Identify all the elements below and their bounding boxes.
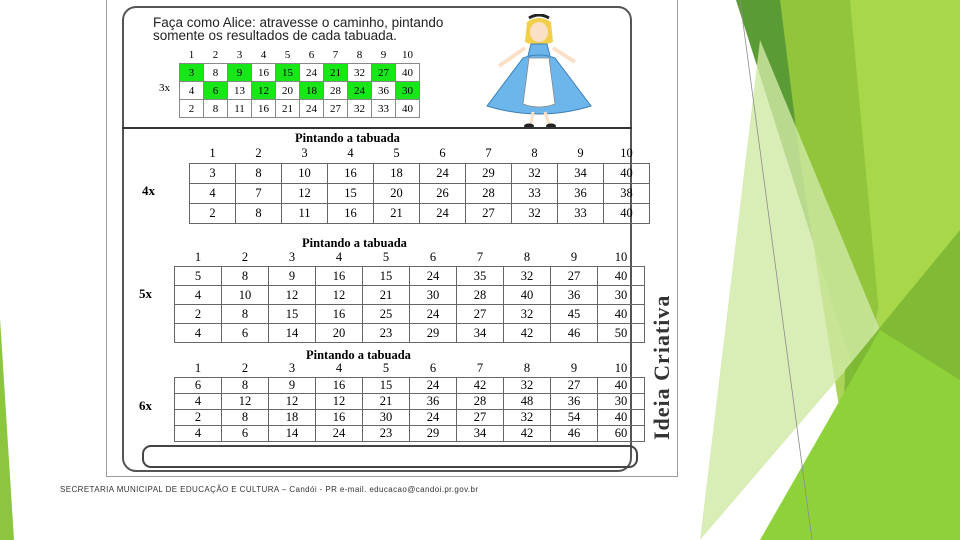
instructions (153, 16, 443, 42)
table-header-row (180, 46, 420, 64)
header-cell: 7 (476, 250, 484, 264)
table-cell: 15 (269, 305, 316, 324)
table-cell: 3 (180, 64, 204, 82)
table-cell: 28 (466, 184, 512, 204)
header-cell: 8 (523, 361, 531, 375)
table-cell: 4 (190, 184, 236, 204)
table-cell: 8 (222, 267, 269, 286)
multiplication-table-5x (174, 249, 645, 343)
table-cell: 36 (551, 394, 598, 410)
table-cell: 16 (252, 100, 276, 118)
table-cell: 29 (466, 164, 512, 184)
header-cell: 2 (241, 250, 249, 264)
multiplication-table-6x (174, 360, 645, 442)
table-cell: 30 (598, 394, 645, 410)
table-cell: 14 (269, 324, 316, 343)
section-title-4x: Pintando a tabuada (295, 131, 400, 145)
table-cell: 21 (374, 204, 420, 224)
table-cell: 12 (269, 286, 316, 305)
header-cell: 7 (476, 361, 484, 375)
table-cell: 34 (457, 324, 504, 343)
table-cell: 30 (410, 286, 457, 305)
table-cell: 33 (372, 100, 396, 118)
table-cell: 10 (222, 286, 269, 305)
table-cell: 2 (190, 204, 236, 224)
header-cell: 6 (439, 146, 446, 160)
table-cell: 24 (410, 410, 457, 426)
table-cell: 32 (512, 164, 558, 184)
header-cell: 4 (260, 48, 267, 61)
table-cell: 14 (269, 426, 316, 442)
table-cell: 33 (512, 184, 558, 204)
header-cell: 9 (570, 361, 578, 375)
table-cell: 32 (512, 204, 558, 224)
table-cell: 21 (363, 394, 410, 410)
section-title-5x: Pintando a tabuada (302, 236, 407, 250)
table-cell: 40 (598, 410, 645, 426)
header-cell: 8 (523, 250, 531, 264)
table-cell: 34 (558, 164, 604, 184)
table-cell: 7 (236, 184, 282, 204)
table-header-row (175, 249, 645, 267)
table-cell: 16 (328, 204, 374, 224)
table-cell: 18 (374, 164, 420, 184)
table-cell: 16 (316, 267, 363, 286)
table-cell: 9 (269, 378, 316, 394)
table-row (175, 267, 645, 286)
header-cell: 10 (402, 48, 413, 61)
table-cell: 36 (372, 82, 396, 100)
table-cell: 12 (316, 286, 363, 305)
instruction-line-1: Faça como Alice: atravesse o caminho, pintando (153, 15, 444, 30)
header-cell: 9 (380, 48, 387, 61)
table-cell: 30 (396, 82, 420, 100)
header-cell: 6 (308, 48, 315, 61)
table-cell: 11 (282, 204, 328, 224)
table-cell: 10 (282, 164, 328, 184)
header-cell: 1 (188, 48, 195, 61)
table-cell: 54 (551, 410, 598, 426)
table-cell: 6 (175, 378, 222, 394)
header-cell: 6 (429, 250, 437, 264)
header-cell: 5 (382, 250, 390, 264)
table-row (175, 426, 645, 442)
table-cell: 50 (598, 324, 645, 343)
table-cell: 42 (504, 426, 551, 442)
table-cell: 32 (504, 410, 551, 426)
table-cell: 40 (504, 286, 551, 305)
table-cell: 8 (222, 305, 269, 324)
table-cell: 26 (420, 184, 466, 204)
table-cell: 25 (363, 305, 410, 324)
table-cell: 16 (316, 305, 363, 324)
table-cell: 32 (504, 267, 551, 286)
table-cell: 12 (222, 394, 269, 410)
brand-watermark: Ideia Criativa (649, 294, 674, 440)
table-cell: 35 (457, 267, 504, 286)
example-table-label: 3x (159, 82, 170, 94)
table-cell: 28 (457, 394, 504, 410)
table-cell: 6 (222, 426, 269, 442)
table-cell: 46 (551, 324, 598, 343)
table-cell: 24 (420, 204, 466, 224)
header-cell: 2 (255, 146, 262, 160)
table-cell: 24 (420, 164, 466, 184)
table-cell: 36 (558, 184, 604, 204)
table-cell: 24 (300, 64, 324, 82)
table-cell: 36 (551, 286, 598, 305)
table-cell: 20 (316, 324, 363, 343)
table-cell: 16 (316, 410, 363, 426)
table-cell: 32 (348, 100, 372, 118)
table-row (190, 164, 650, 184)
alice-illustration (479, 14, 599, 130)
table-cell: 42 (504, 324, 551, 343)
table-row (180, 82, 420, 100)
table-cell: 8 (204, 64, 228, 82)
table-cell: 40 (604, 204, 650, 224)
table-cell: 16 (316, 378, 363, 394)
table-cell: 2 (180, 100, 204, 118)
table-cell: 45 (551, 305, 598, 324)
table-cell: 12 (252, 82, 276, 100)
table-label-5x: 5x (139, 286, 152, 301)
table-row (175, 305, 645, 324)
table-cell: 8 (236, 204, 282, 224)
table-cell: 4 (180, 82, 204, 100)
table-cell: 24 (410, 267, 457, 286)
header-cell: 8 (531, 146, 538, 160)
header-cell: 5 (382, 361, 390, 375)
table-row (175, 410, 645, 426)
table-cell: 42 (457, 378, 504, 394)
table-cell: 27 (551, 267, 598, 286)
table-cell: 40 (598, 305, 645, 324)
table-row (190, 204, 650, 224)
table-cell: 29 (410, 324, 457, 343)
table-cell: 27 (324, 100, 348, 118)
worksheet-page (106, 0, 678, 477)
table-cell: 2 (175, 410, 222, 426)
table-row (175, 324, 645, 343)
table-label-4x: 4x (142, 183, 155, 198)
header-cell: 1 (209, 146, 216, 160)
table-cell: 21 (276, 100, 300, 118)
table-cell: 32 (348, 64, 372, 82)
table-cell: 6 (204, 82, 228, 100)
table-cell: 30 (598, 286, 645, 305)
header-cell: 3 (288, 250, 296, 264)
table-cell: 20 (374, 184, 420, 204)
table-cell: 18 (269, 410, 316, 426)
table-cell: 40 (604, 164, 650, 184)
table-cell: 27 (372, 64, 396, 82)
table-cell: 18 (300, 82, 324, 100)
table-cell: 24 (410, 305, 457, 324)
table-cell: 11 (228, 100, 252, 118)
table-cell: 24 (316, 426, 363, 442)
example-table (179, 46, 420, 118)
header-cell: 3 (288, 361, 296, 375)
header-cell: 1 (194, 361, 202, 375)
table-cell: 4 (175, 286, 222, 305)
table-cell: 8 (222, 378, 269, 394)
table-cell: 8 (236, 164, 282, 184)
table-header-row (175, 360, 645, 378)
table-cell: 8 (204, 100, 228, 118)
table-cell: 48 (504, 394, 551, 410)
header-cell: 2 (212, 48, 219, 61)
header-cell: 4 (347, 146, 354, 160)
section-title-6x: Pintando a tabuada (306, 348, 411, 362)
footer-caption: SECRETARIA MUNICIPAL DE EDUCAÇÃO E CULTURA – Candói - PR e-mail. educacao@candoi.pr.gov.br (60, 485, 479, 494)
table-cell: 32 (504, 305, 551, 324)
table-cell: 40 (598, 267, 645, 286)
table-row (175, 394, 645, 410)
table-cell: 27 (457, 305, 504, 324)
table-cell: 4 (175, 324, 222, 343)
table-cell: 27 (457, 410, 504, 426)
table-cell: 29 (410, 426, 457, 442)
header-cell: 10 (614, 250, 628, 264)
table-row (180, 64, 420, 82)
table-cell: 4 (175, 426, 222, 442)
table-cell: 36 (410, 394, 457, 410)
table-cell: 38 (604, 184, 650, 204)
table-cell: 3 (190, 164, 236, 184)
table-cell: 20 (276, 82, 300, 100)
table-row (175, 286, 645, 305)
table-cell: 30 (363, 410, 410, 426)
table-cell: 24 (300, 100, 324, 118)
header-cell: 10 (620, 146, 633, 160)
table-header-row (190, 144, 650, 164)
table-cell: 21 (363, 286, 410, 305)
header-cell: 5 (284, 48, 291, 61)
table-cell: 46 (551, 426, 598, 442)
table-cell: 8 (222, 410, 269, 426)
table-label-6x: 6x (139, 398, 152, 413)
table-cell: 21 (324, 64, 348, 82)
left-green-strip (0, 318, 14, 540)
table-cell: 40 (396, 64, 420, 82)
table-cell: 16 (328, 164, 374, 184)
table-cell: 5 (175, 267, 222, 286)
header-cell: 7 (485, 146, 492, 160)
table-cell: 12 (316, 394, 363, 410)
header-cell: 7 (332, 48, 339, 61)
header-cell: 3 (301, 146, 308, 160)
table-cell: 27 (466, 204, 512, 224)
table-cell: 60 (598, 426, 645, 442)
header-cell: 4 (335, 361, 343, 375)
table-cell: 13 (228, 82, 252, 100)
table-cell: 32 (504, 378, 551, 394)
table-cell: 4 (175, 394, 222, 410)
table-cell: 9 (228, 64, 252, 82)
table-cell: 40 (396, 100, 420, 118)
table-cell: 12 (282, 184, 328, 204)
table-cell: 33 (558, 204, 604, 224)
table-cell: 16 (252, 64, 276, 82)
answer-box (142, 445, 638, 468)
table-cell: 9 (269, 267, 316, 286)
table-cell: 40 (598, 378, 645, 394)
table-cell: 23 (363, 324, 410, 343)
table-cell: 15 (363, 378, 410, 394)
table-cell: 15 (328, 184, 374, 204)
table-cell: 24 (348, 82, 372, 100)
table-cell: 6 (222, 324, 269, 343)
table-row (190, 184, 650, 204)
table-cell: 28 (457, 286, 504, 305)
header-cell: 4 (335, 250, 343, 264)
table-cell: 34 (457, 426, 504, 442)
section-divider (122, 127, 632, 129)
header-cell: 2 (241, 361, 249, 375)
instruction-line-2: somente os resultados de cada tabuada. (153, 28, 397, 43)
table-cell: 15 (363, 267, 410, 286)
table-cell: 2 (175, 305, 222, 324)
header-cell: 3 (236, 48, 243, 61)
table-cell: 28 (324, 82, 348, 100)
table-cell: 27 (551, 378, 598, 394)
multiplication-table-4x (189, 144, 650, 224)
table-cell: 23 (363, 426, 410, 442)
header-cell: 8 (356, 48, 363, 61)
header-cell: 9 (577, 146, 584, 160)
table-row (175, 378, 645, 394)
header-cell: 10 (614, 361, 628, 375)
table-cell: 15 (276, 64, 300, 82)
table-cell: 12 (269, 394, 316, 410)
header-cell: 1 (194, 250, 202, 264)
header-cell: 9 (570, 250, 578, 264)
header-cell: 5 (393, 146, 400, 160)
table-row (180, 100, 420, 118)
table-cell: 24 (410, 378, 457, 394)
header-cell: 6 (429, 361, 437, 375)
